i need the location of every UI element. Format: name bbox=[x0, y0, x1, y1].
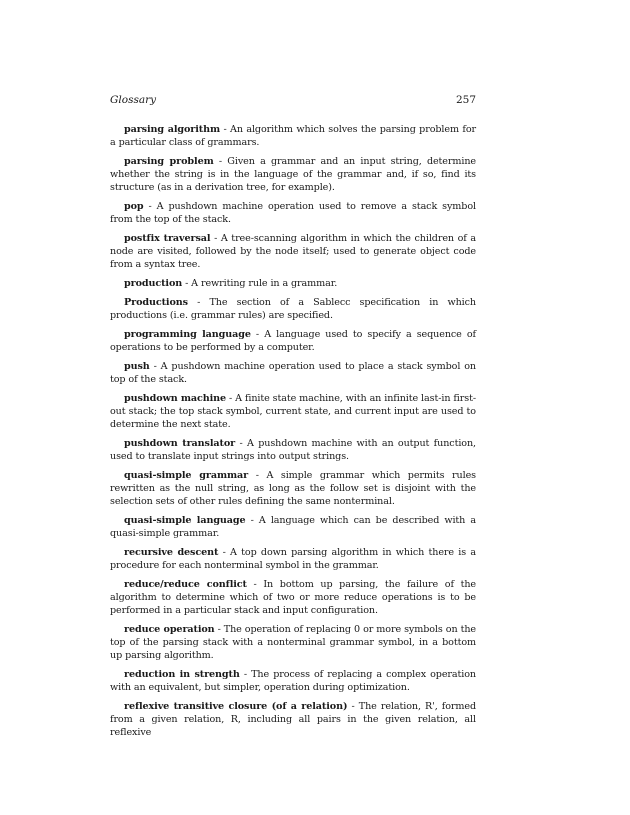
glossary-entry bbox=[110, 514, 476, 540]
glossary-entry bbox=[110, 123, 476, 149]
glossary-entry bbox=[110, 200, 476, 226]
glossary-term: parsing algorithm bbox=[124, 124, 221, 135]
glossary-entry bbox=[110, 155, 476, 194]
glossary-term: quasi-simple language bbox=[124, 515, 246, 526]
glossary-definition: - A language which can be described with a quasi-simple grammar. bbox=[110, 515, 476, 539]
glossary-entry bbox=[110, 232, 476, 271]
glossary-entry bbox=[110, 277, 476, 290]
glossary-term: programming language bbox=[124, 329, 251, 340]
glossary-entry bbox=[110, 668, 476, 694]
glossary-entry bbox=[110, 360, 476, 386]
glossary-definition: - A top down parsing algorithm in which there is a procedure for each nonterminal symbol in the grammar. bbox=[110, 547, 476, 571]
glossary-definition: - Given a grammar and an input string, determine whether the string is in the language of the grammar and, if so, find its structure (as in a derivation tree, for example). bbox=[110, 156, 476, 193]
glossary-entry bbox=[110, 700, 476, 739]
glossary-definition: - In bottom up parsing, the failure of the algorithm to determine which of two or more reduce operations is to be performed in a particular stack and input configuration. bbox=[110, 579, 476, 616]
glossary-term: pushdown translator bbox=[124, 438, 236, 449]
glossary-definition: - A simple grammar which permits rules rewritten as the null string, as long as the follow set is disjoint with the selection sets of other rules defining the same nonterminal. bbox=[110, 470, 476, 507]
glossary-entry bbox=[110, 437, 476, 463]
glossary-definition: - The process of replacing a complex operation with an equivalent, but simpler, operation during optimization. bbox=[110, 669, 476, 693]
glossary-term: reduce operation bbox=[124, 624, 215, 635]
glossary-definition: - A pushdown machine operation used to place a stack symbol on top of the stack. bbox=[110, 361, 476, 385]
glossary-definition: - A tree-scanning algorithm in which the children of a node are visited, followed by the node itself; used to generate object code from a syntax tree. bbox=[110, 233, 476, 270]
glossary-term: reflexive transitive closure (of a relation) bbox=[124, 701, 348, 712]
glossary-term: recursive descent bbox=[124, 547, 219, 558]
glossary-entry bbox=[110, 578, 476, 617]
glossary-entry bbox=[110, 296, 476, 322]
glossary-entries bbox=[110, 123, 476, 739]
glossary-entry bbox=[110, 546, 476, 572]
glossary-term: postfix traversal bbox=[124, 233, 211, 244]
glossary-term: reduce/reduce conflict bbox=[124, 579, 247, 590]
glossary-definition: - The operation of replacing 0 or more symbols on the top of the parsing stack with a nonterminal grammar symbol, in a bottom up parsing algorithm. bbox=[110, 624, 476, 661]
glossary-entry bbox=[110, 469, 476, 508]
glossary-definition: - A language used to specify a sequence of operations to be performed by a computer. bbox=[110, 329, 476, 353]
glossary-definition: - A pushdown machine operation used to remove a stack symbol from the top of the stack. bbox=[110, 201, 476, 225]
glossary-term: parsing problem bbox=[124, 156, 214, 167]
glossary-definition: - The relation, R', formed from a given relation, R, including all pairs in the given relation, all reflexive bbox=[110, 701, 476, 738]
glossary-definition: - A rewriting rule in a grammar. bbox=[182, 278, 338, 289]
glossary-term: quasi-simple grammar bbox=[124, 470, 249, 481]
glossary-definition: - The section of a Sablecc specification in which productions (i.e. grammar rules) are specified. bbox=[110, 297, 476, 321]
glossary-term: Productions bbox=[124, 297, 188, 308]
glossary-term: push bbox=[124, 361, 150, 372]
glossary-term: production bbox=[124, 278, 183, 289]
glossary-definition: - An algorithm which solves the parsing problem for a particular class of grammars. bbox=[110, 124, 476, 148]
glossary-definition: - A pushdown machine with an output function, used to translate input strings into output strings. bbox=[110, 438, 476, 462]
glossary-term: pushdown machine bbox=[124, 393, 227, 404]
glossary-page bbox=[110, 94, 476, 745]
page-number: 257 bbox=[455, 94, 476, 106]
glossary-entry bbox=[110, 328, 476, 354]
running-head-title: Glossary bbox=[110, 94, 157, 106]
glossary-definition: - A finite state machine, with an infinite last-in first-out stack; the top stack symbol, current state, and current input are used to determine the next state. bbox=[110, 393, 476, 430]
running-head bbox=[110, 94, 476, 106]
glossary-term: pop bbox=[124, 201, 144, 212]
glossary-term: reduction in strength bbox=[124, 669, 240, 680]
glossary-entry bbox=[110, 392, 476, 431]
glossary-entry bbox=[110, 623, 476, 662]
